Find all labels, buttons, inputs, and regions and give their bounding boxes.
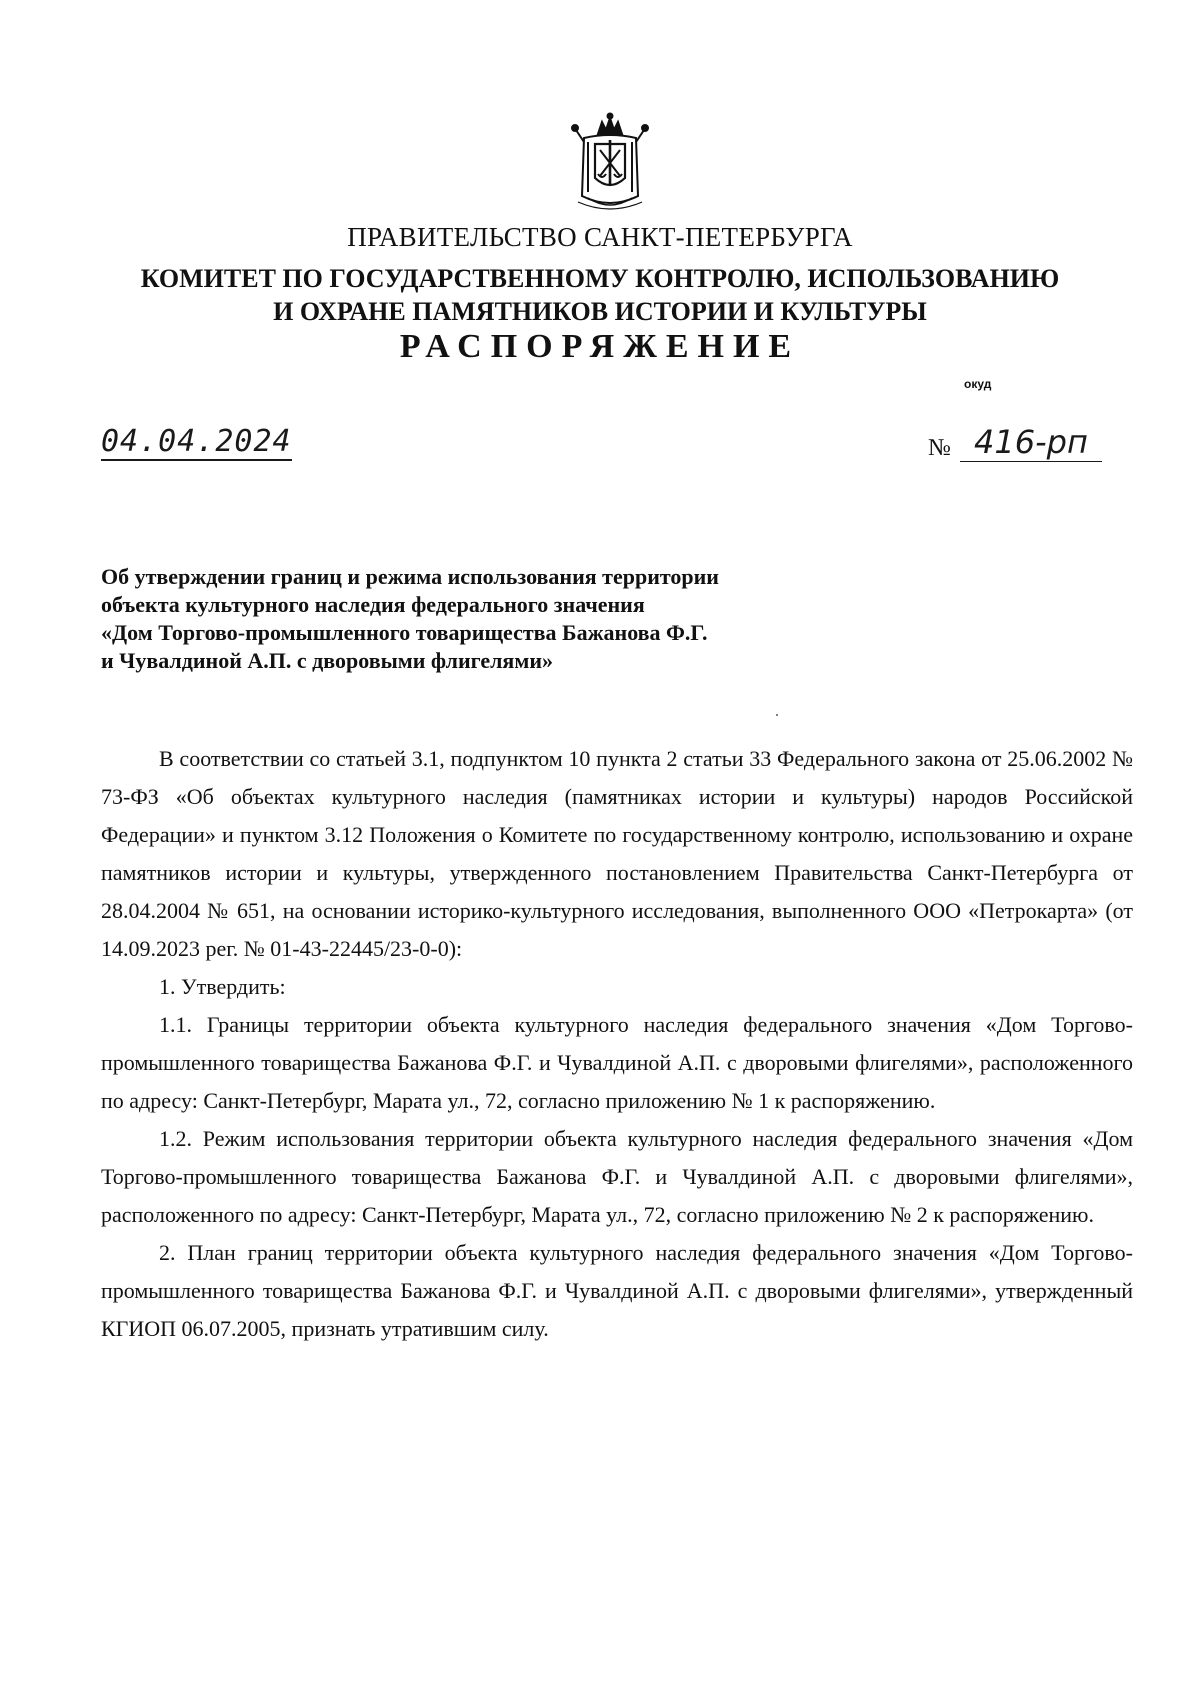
subject-line4: и Чувалдиной А.П. с дворовыми флигелями» — [101, 648, 553, 673]
committee-title-line2: И ОХРАНЕ ПАМЯТНИКОВ ИСТОРИИ И КУЛЬТУРЫ — [273, 297, 927, 326]
subject-line2: объекта культурного наследия федерального значения — [101, 592, 645, 617]
paragraph-item-1: 1. Утвердить: — [159, 974, 286, 999]
scan-speck — [776, 714, 778, 716]
paragraph-item-1-1: 1.1. Границы территории объекта культурного наследия федерального значения «Дом Торгово-промышленного товарищества Бажанова Ф.Г. и Чувалдиной А.П. с дворовыми флигелями», расположенного по адресу: Санкт-Петербург, Марата ул., 72, согласно приложению № 1 к распоряжению. — [101, 1012, 1133, 1113]
number-underline — [960, 461, 1102, 462]
paragraph-item-2: 2. План границ территории объекта культурного наследия федерального значения «Дом Торгово-промышленного товарищества Бажанова Ф.Г. и Чувалдиной А.П. с дворовыми флигелями», утвержденный КГИОП 06.07.2005, признать утратившим силу. — [101, 1240, 1133, 1341]
paragraph-preamble: В соответствии со статьей 3.1, подпунктом 10 пункта 2 статьи 33 Федерального закона от 25.06.2002 № 73-ФЗ «Об объектах культурного наследия (памятниках истории и культуры) народов Российской Федерации» и пунктом 3.12 Положения о Комитете по государственному контролю, использованию и охране памятников истории и культуры, утвержденного постановлением Правительства Санкт-Петербурга от 28.04.2004 № 651, на основании историко-культурного исследования, выполненного ООО «Петрокарта» (от 14.09.2023 рег. № 01-43-22445/23-0-0): — [101, 746, 1133, 961]
number-value: 416-рп — [974, 423, 1088, 461]
subject-line3: «Дом Торгово-промышленного товарищества Бажанова Ф.Г. — [101, 620, 708, 645]
document-number — [928, 425, 1108, 465]
government-title: ПРАВИТЕЛЬСТВО САНКТ-ПЕТЕРБУРГА — [347, 222, 853, 252]
document-date: 04.04.2024 — [101, 424, 292, 459]
committee-title-line1: КОМИТЕТ ПО ГОСУДАРСТВЕННОМУ КОНТРОЛЮ, ИСПОЛЬЗОВАНИЮ — [140, 264, 1060, 293]
paragraph-item-1-2: 1.2. Режим использования территории объекта культурного наследия федерального значения «Дом Торгово-промышленного товарищества Бажанова Ф.Г. и Чувалдиной А.П. с дворовыми флигелями», расположенного по адресу: Санкт-Петербург, Марата ул., 72, согласно приложению № 2 к распоряжению. — [101, 1126, 1133, 1227]
okud-label: окуд — [964, 377, 992, 391]
number-sign: № — [928, 435, 951, 461]
document-body — [101, 740, 1133, 1348]
committee-title — [0, 262, 1200, 328]
subject-line1: Об утверждении границ и режима использования территории — [101, 564, 719, 589]
document-type: РАСПОРЯЖЕНИЕ — [399, 328, 801, 365]
coat-of-arms-icon — [568, 112, 652, 212]
document-subject — [101, 563, 861, 675]
